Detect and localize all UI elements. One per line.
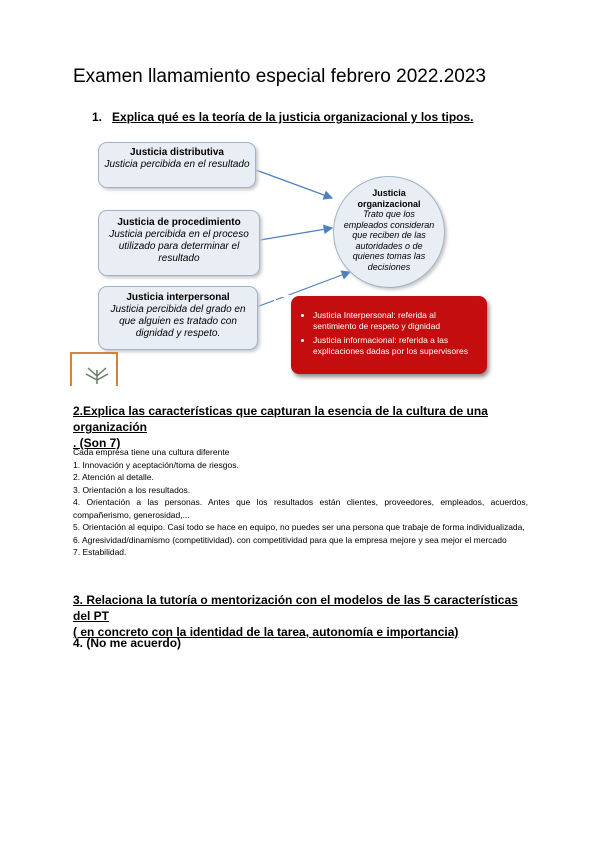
box-justicia-interpersonal bbox=[98, 286, 258, 350]
question-2-answer bbox=[73, 446, 528, 559]
answer-item-4: 4. Orientación a las personas. Antes que los resultados están clientes, proveedores, empleados, acuerdos, compañerismo, generosidad,... bbox=[73, 497, 528, 520]
red-item-informacional: • Justicia informacional: referida a las explicaciones dadas por los supervisores bbox=[313, 335, 479, 357]
box-justicia-distributiva bbox=[98, 142, 256, 188]
question-1-text: Explica qué es la teoría de la justicia organizacional y los tipos. bbox=[112, 110, 474, 124]
distributiva-title: Justicia distributiva bbox=[130, 147, 224, 158]
answer-item-5: 5. Orientación al equipo. Casi todo se hace en equipo, no puedes ser una persona que trabaje de forma individualizada, bbox=[73, 522, 525, 532]
box-justicia-procedimiento bbox=[98, 210, 260, 276]
question-2-heading-line1: 2.Explica las características que capturan la esencia de la cultura de una organización bbox=[73, 404, 488, 434]
question-3-heading bbox=[73, 592, 533, 640]
interpersonal-desc: Justicia percibida del grado en que alguien es tratado con dignidad y respeto. bbox=[110, 304, 246, 339]
answer-item-7: 7. Estabilidad. bbox=[73, 547, 127, 557]
question-1-number: 1. bbox=[92, 110, 103, 124]
center-title: Justicia organizacional bbox=[357, 188, 421, 209]
question-1-heading bbox=[92, 110, 473, 124]
document-title: Examen llamamiento especial febrero 2022.2023 bbox=[73, 66, 486, 87]
question-4-heading: 4. (No me acuerdo) bbox=[73, 636, 182, 650]
question-3-heading-line1: 3. Relaciona la tutoría o mentorización con el modelos de las 5 características del PT bbox=[73, 593, 518, 623]
question-2-heading-line2: . (Son 7) bbox=[73, 436, 121, 450]
procedimiento-title: Justicia de procedimiento bbox=[117, 217, 241, 228]
arrow-to-red-box bbox=[257, 296, 292, 323]
answer-item-2: 2. Atención al detalle. bbox=[73, 472, 154, 482]
distributiva-desc: Justicia percibida en el resultado bbox=[104, 159, 250, 170]
answer-item-6: 6. Agresividad/dinamismo (competitividad). con competitividad para que la empresa mejore y sea mejor el mercado bbox=[73, 534, 507, 545]
circle-justicia-organizacional bbox=[333, 176, 445, 288]
answer-intro: Cada empresa tiene una cultura diferente bbox=[73, 447, 230, 457]
question-2-heading bbox=[73, 403, 533, 451]
arrow-distributiva bbox=[256, 170, 332, 198]
answer-item-1: 1. Innovación y aceptación/toma de riesgos. bbox=[73, 459, 239, 470]
justice-diagram bbox=[70, 138, 490, 386]
plant-icon bbox=[82, 364, 112, 384]
question-3-heading-line2: ( en concreto con la identidad de la tarea, autonomía e importancia) bbox=[73, 625, 459, 639]
arrow-procedimiento bbox=[260, 228, 332, 240]
red-item-interpersonal: • Justicia Interpersonal: referida al sentimiento de respeto y dignidad bbox=[313, 310, 479, 332]
interpersonal-title: Justicia interpersonal bbox=[126, 292, 230, 303]
red-box-list bbox=[297, 310, 479, 357]
answer-item-3: 3. Orientación a los resultados. bbox=[73, 484, 191, 495]
center-desc: Trato que los empleados consideran que reciben de las autoridades o de quienes tomas las decisiones bbox=[343, 209, 435, 272]
procedimiento-desc: Justicia percibida en el proceso utilizado para determinar el resultado bbox=[109, 229, 249, 264]
red-box-subtypes bbox=[291, 296, 487, 374]
